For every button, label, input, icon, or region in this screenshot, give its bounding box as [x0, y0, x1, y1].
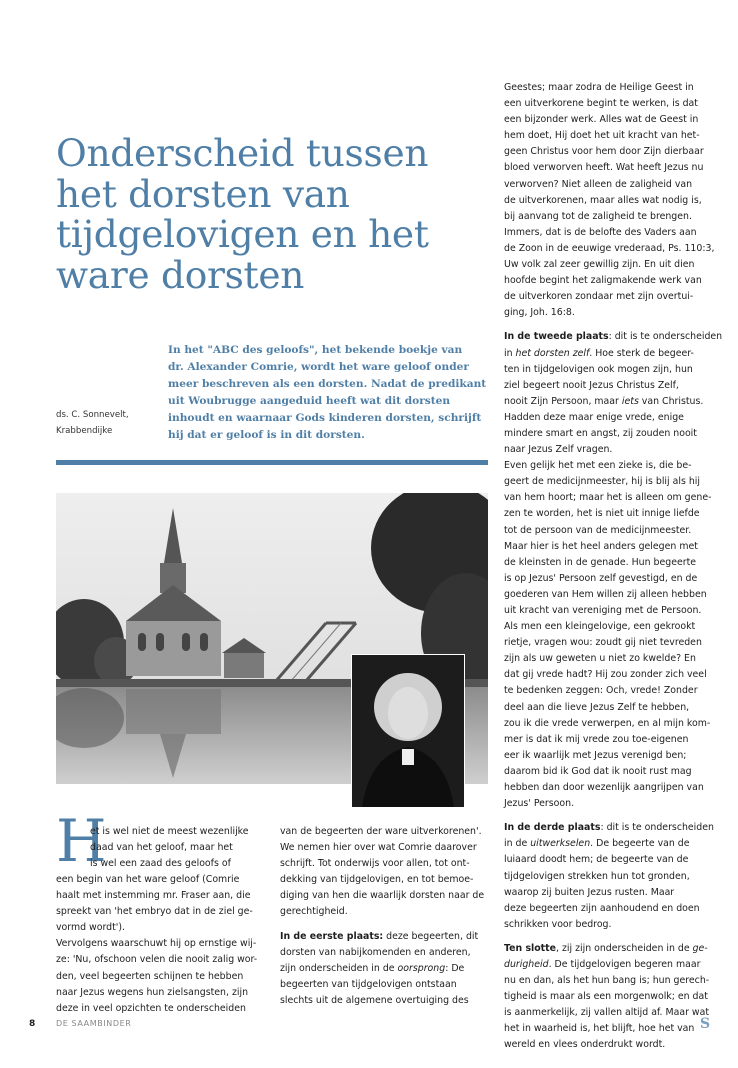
- text-run: van Christus.: [638, 395, 704, 407]
- text-line: tigheid is maar als een morgenwolk; en dat: [504, 991, 708, 1003]
- text-line: [504, 346, 729, 362]
- text-line: waarop zij buiten Jezus rusten. Maar: [504, 886, 675, 898]
- author-byline: [56, 407, 166, 439]
- text-line: daarom bid ik God dat ik nooit rust mag: [504, 765, 692, 777]
- end-mark-icon: S: [700, 1016, 711, 1032]
- comrie-portrait: [351, 654, 465, 808]
- text-line: is aanmerkelijk, zij vallen altijd af. Maar wat: [504, 1007, 710, 1019]
- intro-line: inhoudt en waarnaar Gods kinderen dorsten, schrijft: [168, 411, 482, 424]
- author-location: Krabbendijke: [56, 426, 113, 436]
- title-line: het dorsten van: [56, 171, 350, 216]
- text-line: tot de persoon van de medicijnmeester.: [504, 524, 692, 536]
- section-heading: In de tweede plaats: [504, 331, 609, 343]
- text-line: ziel begeert nooit Jezus Christus Zelf,: [504, 379, 679, 391]
- text-line: den, veel begeerten schijnen te hebben: [56, 970, 244, 982]
- text-line: hem doet, Hij doet het uit kracht van het-: [504, 130, 700, 142]
- text-line: [280, 929, 490, 945]
- emphasis: iets: [621, 395, 639, 407]
- text-run: . Hoe sterk de begeer-: [589, 347, 694, 359]
- text-line: We nemen hier over wat Comrie daarover: [280, 842, 477, 854]
- text-line: eer ik waarlijk met Jezus verenigd ben;: [504, 749, 687, 761]
- text-line: et is wel niet de meest wezenlijke: [90, 826, 249, 837]
- column-2: [280, 824, 490, 1009]
- text-line: schrijft. Tot onderwijs voor allen, tot ont-: [280, 858, 470, 870]
- magazine-name: DE SAAMBINDER: [56, 1019, 132, 1028]
- text-line: verworven? Niet alleen de zaligheid van: [504, 178, 693, 190]
- text-line: mindere smart en angst, zij zouden nooit: [504, 427, 697, 439]
- text-line: Hadden deze maar enige vrede, enige: [504, 411, 684, 423]
- intro-line: In het "ABC des geloofs", het bekende boekje van: [168, 344, 463, 356]
- text-line: [504, 394, 729, 410]
- text-line: Geestes; maar zodra de Heilige Geest in: [504, 82, 694, 93]
- text-line: tijdgelovigen strekken hun tot gronden,: [504, 870, 690, 882]
- text-line: vormd wordt').: [56, 922, 125, 934]
- text-line: ze: 'Nu, ofschoon velen die nooit zalig wor-: [56, 954, 258, 966]
- text-line: daad van het geloof, maar het: [90, 842, 233, 854]
- text-line: een begin van het ware geloof (Comrie: [56, 874, 240, 885]
- article-intro: [168, 342, 493, 443]
- text-line: ging, Joh. 16:8.: [504, 307, 575, 319]
- text-line: Als men een kleingelovige, een gekrookt: [504, 621, 696, 633]
- text-line: wereld en vlees onderdrukt wordt.: [504, 1039, 666, 1051]
- emphasis: oorsprong: [397, 962, 446, 974]
- author-name: ds. C. Sonnevelt,: [56, 410, 129, 420]
- text-line: geert de medicijnmeester, hij is blij als hij: [504, 476, 700, 488]
- divider-rule: [56, 460, 488, 465]
- text-line: hebben dan door wezenlijk aangrijpen van: [504, 782, 704, 794]
- emphasis: ge-: [692, 942, 708, 954]
- intro-line: uit Woubrugge aangeduid heeft wat dit dorsten: [168, 394, 451, 407]
- text-line: nu en dan, als het hun bang is; hun gerech-: [504, 975, 710, 987]
- text-line: bloed verworven heeft. Wat heeft Jezus nu: [504, 162, 704, 174]
- text-run: in de: [504, 838, 531, 850]
- section-heading: In de eerste plaats:: [280, 930, 384, 942]
- text-line: uit kracht van vereniging met de Persoon.: [504, 605, 702, 616]
- text-line: deze in veel opzichten te onderscheiden: [56, 1002, 246, 1014]
- text-line: een uitverkorene begint te werken, is dat: [504, 98, 698, 110]
- text-run: : dit is te onderscheiden: [600, 822, 714, 834]
- text-line: schrikken voor bedrog.: [504, 918, 612, 930]
- emphasis: het dorsten zelf: [515, 347, 590, 359]
- text-line: het in waarheid is, het blijft, hoe het van: [504, 1023, 695, 1035]
- text-line: de uitverkorenen, maar alles wat nodig is,: [504, 194, 702, 206]
- text-line: hoofde begint het zaligmakende werk van: [504, 275, 702, 287]
- title-line: tijdgelovigen en het: [56, 212, 429, 256]
- text-line: Maar hier is het heel anders gelegen met: [504, 540, 698, 552]
- text-line: deze begeerten zijn aanhoudend en doen: [504, 902, 700, 914]
- text-line: te bedenken zeggen: Och, vrede! Zonder: [504, 685, 698, 697]
- text-line: slechts uit de algemene overtuiging des: [280, 994, 469, 1006]
- text-run: . De tijdgelovigen begeren maar: [548, 958, 701, 970]
- text-line: zen te worden, het is niet uit innige liefde: [504, 508, 700, 520]
- text-line: Jezus' Persoon.: [504, 798, 575, 810]
- text-run: deze begeerten, dit: [383, 930, 479, 942]
- text-line: [504, 329, 729, 345]
- text-line: Vervolgens waarschuwt hij op ernstige wij-: [56, 938, 257, 950]
- text-line: bij aanvang tot de zaligheid te brengen.: [504, 210, 692, 222]
- portrait-drawing: [352, 655, 464, 807]
- column-1: [56, 872, 270, 1017]
- text-run: nooit Zijn Persoon, maar: [504, 395, 622, 407]
- text-run: zijn onderscheiden in de: [280, 962, 398, 974]
- intro-line: dr. Alexander Comrie, wordt het ware geloof onder: [168, 360, 469, 373]
- title-line: ware dorsten: [56, 252, 305, 297]
- text-line: de uitverkoren zondaar met zijn overtui-: [504, 291, 694, 303]
- emphasis: uitwerkselen: [530, 838, 591, 850]
- text-line: Immers, dat is de belofte des Vaders aan: [504, 226, 697, 238]
- text-run: in: [504, 347, 516, 359]
- text-line: spreekt van 'het embryo dat in de ziel ge-: [56, 906, 253, 918]
- text-line: gerechtigheid.: [280, 906, 348, 918]
- text-line: de kleinsten in de genade. Hun begeerte: [504, 556, 697, 568]
- column-1-indented: [90, 824, 270, 872]
- text-line: ten in tijdgelovigen ook mogen zijn, hun: [504, 363, 693, 375]
- text-line: geen Christus voor hem door Zijn dierbaar: [504, 146, 704, 158]
- text-line: goederen van Hem willen zij alleen hebben: [504, 588, 707, 600]
- text-line: dat gij vrede hadt? Hij zou zonder zich veel: [504, 669, 707, 681]
- text-run: , zij zijn onderscheiden in de: [556, 942, 693, 954]
- text-line: begeerten van tijdgelovigen ontstaan: [280, 978, 457, 990]
- text-line: deel aan die lieve Jezus Zelf te hebben,: [504, 701, 690, 713]
- text-line: mer is dat ik mij vrede zou toe-eigenen: [504, 733, 689, 745]
- text-line: luiaard doodt hem; de begeerte van de: [504, 854, 689, 866]
- intro-line: hij dat er geloof is in dit dorsten.: [168, 428, 365, 441]
- text-line: diging van hen die waarlijk dorsten naar de: [280, 890, 485, 902]
- text-line: [504, 941, 729, 957]
- text-line: naar Jezus Zelf vragen.: [504, 444, 613, 456]
- column-3: [504, 80, 729, 1054]
- text-line: [504, 836, 729, 852]
- text-line: zijn als uw geweten u niet zo kwelde? En: [504, 653, 696, 665]
- text-line: van de begeerten der ware uitverkorenen'.: [280, 826, 482, 837]
- text-line: haalt met instemming mr. Fraser aan, die: [56, 890, 251, 902]
- text-line: van hem hoort; maar het is alleen om gene-: [504, 492, 712, 504]
- text-run: . De begeerte van de: [590, 838, 690, 850]
- section-heading: Ten slotte: [504, 942, 556, 954]
- drop-cap: H: [56, 807, 107, 875]
- text-line: is op Jezus' Persoon zelf gevestigd, en de: [504, 572, 698, 584]
- section-heading: In de derde plaats: [504, 822, 601, 834]
- text-line: dorsten van nabijkomenden en anderen,: [280, 946, 471, 958]
- title-line: Onderscheid tussen: [56, 131, 429, 175]
- text-line: [504, 957, 729, 973]
- text-line: dekking van tijdgelovigen, en tot bemoe-: [280, 874, 474, 886]
- text-line: Uw volk zal zeer gewillig zijn. En uit dien: [504, 259, 695, 271]
- text-line: Even gelijk het met een zieke is, die be-: [504, 460, 692, 472]
- text-line: [504, 820, 729, 836]
- page-number: 8: [29, 1019, 36, 1029]
- text-line: is wel een zaad des geloofs of: [90, 858, 231, 870]
- text-line: een bijzonder werk. Alles wat de Geest in: [504, 114, 699, 126]
- text-run: : dit is te onderscheiden: [608, 331, 723, 343]
- text-run: : De: [445, 962, 465, 974]
- intro-line: meer beschreven als een dorsten. Nadat de predikant: [168, 377, 487, 390]
- text-line: rietje, vragen wou: zoudt gij niet tevreden: [504, 637, 702, 649]
- text-line: de Zoon in de eeuwige vrederaad, Ps. 110:3,: [504, 242, 715, 254]
- text-line: zou ik die vrede verwerpen, en al mijn kom-: [504, 717, 711, 729]
- text-line: [280, 961, 490, 977]
- emphasis: durigheid: [504, 958, 549, 970]
- article-title: [56, 133, 486, 295]
- text-line: naar Jezus wegens hun zielsangsten, zijn: [56, 986, 249, 998]
